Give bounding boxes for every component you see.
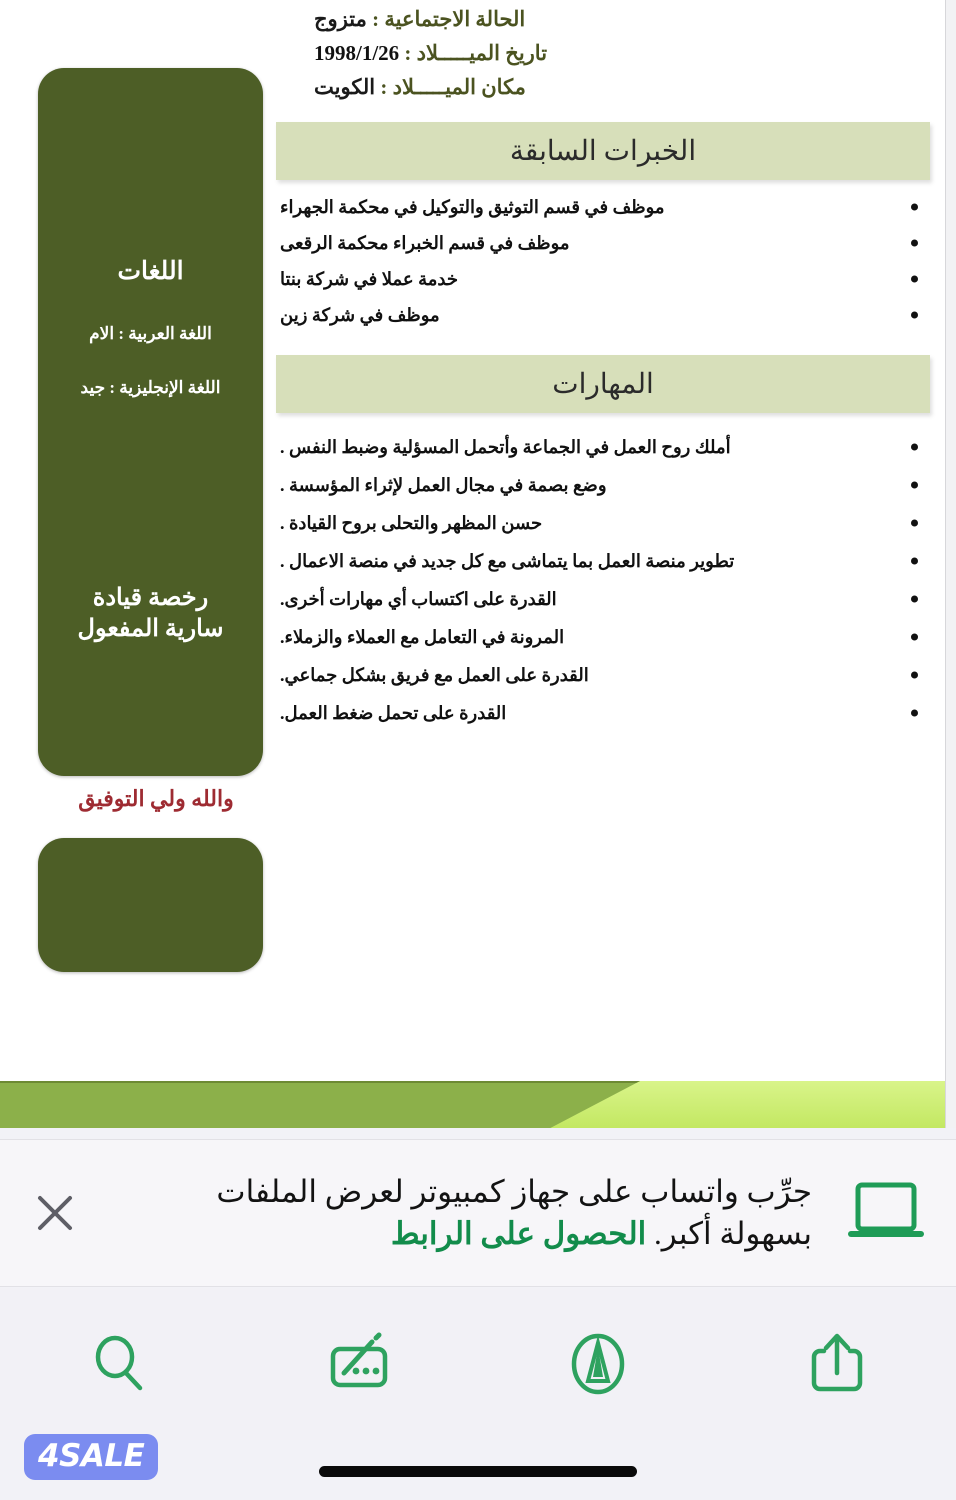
list-item: تطوير منصة العمل بما يتماشى مع كل جديد في منصة الاعمال .	[280, 552, 920, 570]
document-footer-banner	[0, 1081, 945, 1128]
personal-info-birth-place	[314, 70, 934, 104]
experience-list	[280, 198, 920, 342]
personal-info-block	[314, 2, 934, 104]
birth-place-label: مكان الميـــــلاد :	[380, 75, 526, 100]
sidebar-green-panel-bottom	[38, 838, 263, 972]
home-indicator[interactable]	[319, 1466, 637, 1477]
whatsapp-promo-banner[interactable]	[0, 1139, 956, 1287]
markup-edit-icon[interactable]	[304, 1309, 414, 1419]
section-title-experience: الخبرات السابقة	[509, 136, 697, 167]
list-item: القدرة على اكتساب أي مهارات أخرى.	[280, 590, 920, 608]
search-icon[interactable]	[65, 1309, 175, 1419]
birth-date-label: تاريخ الميـــــلاد :	[404, 41, 548, 66]
language-item-english: اللغة الإنجليزية : جيد	[80, 378, 221, 397]
marital-status-label: الحالة الاجتماعية :	[372, 7, 526, 31]
personal-info-marital-status	[314, 2, 934, 36]
close-icon[interactable]	[0, 1186, 110, 1240]
list-item: موظف في شركة زين	[280, 306, 920, 324]
footer-banner-dark-stripe	[0, 1081, 640, 1128]
birth-place-value: الكويت	[314, 75, 376, 100]
list-item: أملك روح العمل في الجماعة وأتحمل المسؤلية وضبط النفس .	[280, 438, 920, 456]
marital-status-value: متزوج	[314, 7, 367, 31]
driving-license-block	[38, 583, 263, 645]
personal-info-birth-date	[314, 36, 934, 70]
page-right-edge	[945, 0, 956, 1128]
list-item: المرونة في التعامل مع العملاء والزملاء.	[280, 628, 920, 646]
driving-license-line-2: سارية المفعول	[77, 616, 224, 643]
birth-date-value: 1998/1/26	[314, 41, 400, 66]
list-item: القدرة على تحمل ضغط العمل.	[280, 704, 920, 722]
section-header-skills	[276, 355, 930, 413]
section-title-skills: المهارات	[552, 369, 654, 400]
blessing-text: والله ولي التوفيق	[78, 786, 234, 811]
skills-list	[280, 438, 920, 742]
sidebar-green-panel-top	[38, 68, 263, 776]
bottom-toolbar	[0, 1288, 956, 1440]
get-link-button[interactable]: الحصول على الرابط	[390, 1216, 647, 1251]
share-icon[interactable]	[782, 1309, 892, 1419]
watermark-label: 4SALE	[38, 1438, 145, 1474]
watermark-4sale-logo	[24, 1434, 158, 1480]
promo-banner-message: جرِّب واتساب على جهاز كمبيوتر لعرض الملفات بسهولة أكبر.	[216, 1174, 812, 1251]
promo-banner-text	[110, 1171, 816, 1255]
list-item: موظف في قسم التوثيق والتوكيل في محكمة الجهراء	[280, 198, 920, 216]
languages-title: اللغات	[117, 258, 184, 285]
driving-license-line-1: رخصة قيادة	[92, 585, 209, 611]
list-item: حسن المظهر والتحلى بروح القيادة .	[280, 514, 920, 532]
annotate-pen-icon[interactable]	[543, 1309, 653, 1419]
laptop-icon	[816, 1177, 956, 1249]
language-item-arabic: اللغة العربية : الام	[89, 324, 212, 343]
list-item: خدمة عملا في شركة بنتا	[280, 270, 920, 288]
section-header-experience	[276, 122, 930, 180]
list-item: القدرة على العمل مع فريق بشكل جماعي.	[280, 666, 920, 684]
list-item: وضع بصمة في مجال العمل لإثراء المؤسسة .	[280, 476, 920, 494]
list-item: موظف في قسم الخبراء محكمة الرقعى	[280, 234, 920, 252]
